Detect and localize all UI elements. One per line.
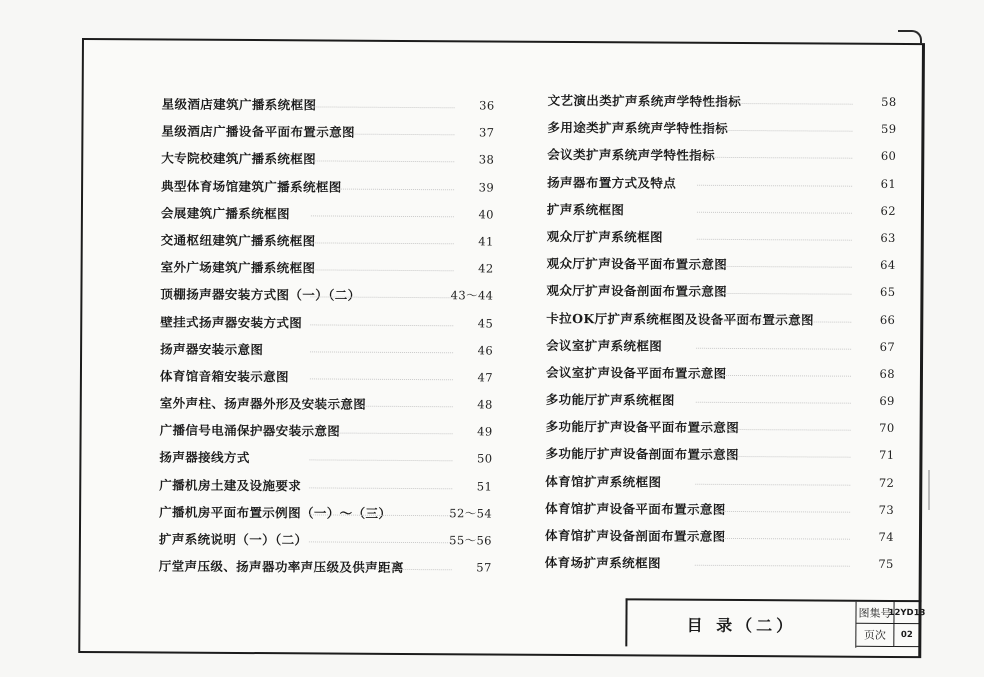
toc-leader-dots xyxy=(311,215,454,217)
toc-entry-title: 厅堂声压级、扬声器功率声压级及供声距离 xyxy=(158,558,404,576)
toc-entry-title: 扬声器布置方式及特点 xyxy=(547,174,677,191)
toc-entry xyxy=(546,304,896,333)
toc-entry-title: 体育馆扩声系统框图 xyxy=(545,473,662,490)
toc-entry-page: 38 xyxy=(478,152,495,167)
toc-entry-title: 壁挂式扬声器安装方式图 xyxy=(160,313,303,330)
toc-entry-page: 69 xyxy=(879,393,895,409)
toc-entry xyxy=(160,308,493,337)
toc-entry-title: 广播信号电涌保护器安装示意图 xyxy=(159,422,341,439)
toc-entry xyxy=(160,390,493,419)
toc-leader-dots xyxy=(695,565,850,567)
toc-entry-title: 文艺演出类扩声系统声学特性指标 xyxy=(547,92,742,110)
toc-entry xyxy=(159,525,492,554)
toc-leader-dots xyxy=(696,402,851,404)
toc-entry-title: 典型体育场馆建筑广播系统框图 xyxy=(161,178,342,195)
toc-entry xyxy=(161,254,494,283)
toc-entry xyxy=(544,522,895,551)
toc-entry-page: 75 xyxy=(878,557,894,572)
toc-entry-page: 70 xyxy=(879,421,895,436)
toc-entry-title: 广播机房土建及设施要求 xyxy=(159,477,302,493)
toc-entry xyxy=(547,168,897,197)
toc-entry-title: 星级酒店建筑广播系统框图 xyxy=(161,96,317,113)
toc-leader-dots xyxy=(696,347,851,349)
toc-entry-title: 扬声器接线方式 xyxy=(159,449,250,466)
toc-entry xyxy=(159,444,492,473)
toc-right-column xyxy=(544,87,897,578)
toc-leader-dots xyxy=(311,242,454,244)
toc-entry-title: 顶棚扬声器安装方式图（一）（二） xyxy=(160,286,361,304)
toc-entry xyxy=(162,90,495,119)
toc-leader-dots xyxy=(312,106,455,108)
toc-entry xyxy=(545,440,895,469)
toc-entry-page: 43～44 xyxy=(450,288,494,303)
toc-left-column xyxy=(159,90,495,581)
toc-leader-dots xyxy=(697,239,852,241)
toc-entry-title: 会展建筑广播系统框图 xyxy=(160,205,290,222)
toc-entry xyxy=(159,553,492,582)
toc-entry xyxy=(161,145,494,174)
toc-entry-page: 36 xyxy=(479,98,495,113)
toc-entry-page: 42 xyxy=(478,261,494,276)
toc-leader-dots xyxy=(310,351,453,353)
toc-leader-dots xyxy=(309,460,452,462)
toc-entry-page: 66 xyxy=(879,312,896,327)
toc-entry xyxy=(161,118,494,147)
toc-entry-title: 交通枢纽建筑广播系统框图 xyxy=(160,232,316,249)
toc-leader-dots xyxy=(309,487,452,489)
toc-entry-page: 45 xyxy=(477,315,494,331)
toc-entry-title: 体育馆扩声设备剖面布置示意图 xyxy=(544,527,726,544)
toc-leader-dots xyxy=(310,324,453,326)
toc-entry xyxy=(160,281,493,310)
toc-entry-title: 扩声系统说明（一）（二） xyxy=(158,531,308,548)
toc-entry-page: 55～56 xyxy=(449,533,492,548)
toc-entry-title: 广播机房平面布置示例图（一）～（三） xyxy=(159,504,392,521)
toc-entry xyxy=(545,495,895,524)
toc-entry xyxy=(159,471,492,500)
toc-entry-page: 58 xyxy=(881,94,897,109)
toc-entry-page: 52～54 xyxy=(449,506,493,521)
toc-entry xyxy=(545,467,895,496)
toc-entry-page: 59 xyxy=(880,122,897,137)
toc-leader-dots xyxy=(310,378,453,380)
toc-entry xyxy=(160,335,493,364)
toc-entry xyxy=(545,359,896,388)
toc-entry-page: 51 xyxy=(476,479,493,494)
toc-entry-title: 多功能厅扩声设备平面布置示意图 xyxy=(545,419,740,436)
toc-entry-title: 扩声系统框图 xyxy=(546,201,625,218)
toc-entry-title: 会议室扩声系统框图 xyxy=(546,337,663,354)
toc-entry-title: 多功能厅扩声设备剖面布置示意图 xyxy=(545,446,740,463)
page-number-label: 页次 xyxy=(856,624,894,647)
toc-entry xyxy=(544,549,894,578)
toc-entry-title: 会议类扩声系统声学特性指标 xyxy=(547,147,716,164)
toc-entry-page: 60 xyxy=(880,149,897,164)
toc-entry-page: 73 xyxy=(878,502,895,517)
toc-entry-page: 57 xyxy=(476,560,492,575)
toc-entry-title: 大专院校建筑广播系统框图 xyxy=(161,150,317,167)
toc-entry-title: 星级酒店广播设备平面布置示意图 xyxy=(161,123,355,140)
toc-entry xyxy=(161,172,494,201)
toc-entry-title: 体育馆音箱安装示意图 xyxy=(159,368,289,385)
toc-entry xyxy=(546,277,896,306)
sheet-title: 目 录（二） xyxy=(627,600,856,647)
toc-entry xyxy=(545,413,895,442)
toc-entry-page: 67 xyxy=(879,339,896,354)
toc-leader-dots xyxy=(697,157,852,159)
toc-leader-dots xyxy=(695,483,850,485)
toc-leader-dots xyxy=(697,212,852,214)
toc-entry-title: 室外声柱、扬声器外形及安装示意图 xyxy=(159,395,367,412)
toc-entry-page: 37 xyxy=(478,125,495,140)
toc-entry xyxy=(160,362,493,391)
edge-mark xyxy=(928,470,930,510)
toc-entry-title: 多功能厅扩声系统框图 xyxy=(545,391,675,408)
toc-entry xyxy=(546,332,896,361)
toc-entry-title: 体育场扩声系统框图 xyxy=(544,555,661,571)
page-number-value: 02 xyxy=(894,624,920,647)
toc-entry-page: 74 xyxy=(878,529,895,544)
toc-entry xyxy=(546,250,896,279)
toc-entry-page: 71 xyxy=(878,448,895,463)
toc-entry-page: 49 xyxy=(477,424,493,439)
toc-entry xyxy=(546,196,897,225)
toc-entry xyxy=(159,498,492,527)
toc-entry xyxy=(161,226,494,255)
toc-entry-page: 48 xyxy=(477,397,493,412)
atlas-number-value: 12YD13 xyxy=(894,602,920,624)
toc-entry-title: 卡拉OK厅扩声系统框图及设备平面布置示意图 xyxy=(546,310,814,327)
toc-entry xyxy=(547,141,897,170)
title-block-grid xyxy=(856,602,926,648)
title-block xyxy=(625,598,926,648)
toc-entry-title: 观众厅扩声设备平面布置示意图 xyxy=(546,255,728,273)
binding-edge xyxy=(898,30,922,44)
toc-entry xyxy=(545,386,895,415)
toc-entry-title: 多用途类扩声系统声学特性指标 xyxy=(547,120,729,137)
drawing-sheet xyxy=(78,38,925,658)
toc-entry-page: 61 xyxy=(880,176,897,191)
toc-entry xyxy=(160,417,493,446)
toc-entry-page: 41 xyxy=(478,234,494,249)
toc-entry xyxy=(547,87,897,116)
toc-entry-title: 会议室扩声设备平面布置示意图 xyxy=(545,364,727,381)
toc-entry-page: 65 xyxy=(879,285,896,300)
toc-entry-page: 64 xyxy=(880,258,896,273)
toc-entry-title: 扬声器安装示意图 xyxy=(160,341,264,357)
toc-entry-page: 39 xyxy=(478,179,495,195)
toc-entry-title: 体育馆扩声设备平面布置示意图 xyxy=(545,500,726,517)
toc-entry-page: 68 xyxy=(879,366,896,381)
toc-entry xyxy=(161,199,494,228)
toc-entry xyxy=(546,223,896,252)
toc-leader-dots xyxy=(697,184,852,186)
toc-entry-page: 50 xyxy=(476,451,493,466)
atlas-number-label: 图集号 xyxy=(856,602,894,624)
toc-entry-page: 46 xyxy=(477,343,494,358)
toc-entry-page: 72 xyxy=(878,475,895,490)
toc-entry-page: 47 xyxy=(477,370,493,385)
toc-entry-page: 63 xyxy=(880,230,896,245)
toc-entry-title: 观众厅扩声设备剖面布置示意图 xyxy=(546,283,728,300)
toc-entry-title: 观众厅扩声系统框图 xyxy=(546,228,663,245)
toc-leader-dots xyxy=(311,270,454,272)
toc-leader-dots xyxy=(309,541,452,543)
toc-entry xyxy=(547,114,897,143)
toc-entry-page: 40 xyxy=(478,207,494,222)
toc-leader-dots xyxy=(311,161,454,163)
toc-entry-title: 室外广场建筑广播系统框图 xyxy=(160,259,316,276)
toc-entry-page: 62 xyxy=(880,203,897,218)
